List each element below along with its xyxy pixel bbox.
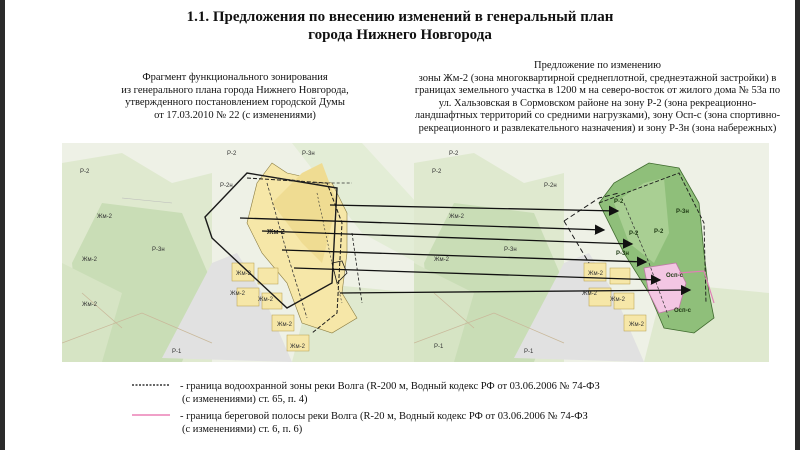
left-caption-line: утвержденного постановлением городской Думы (125, 97, 345, 108)
legend-line: - граница береговой полосы реки Волга (R-20 м, Водный кодекс РФ от 03.06.2006 № 74-ФЗ (180, 411, 588, 422)
right-caption-line: ул. Хальзовская в Сормовском районе на зону Р-2 (зона рекреационно- (438, 97, 757, 109)
arrow-line (340, 290, 690, 293)
right-caption-line: ландшафтных территорий со средними нагрузками), зону Осп-с (зона спортивно- (414, 110, 781, 121)
zone-label: Жм-2 (230, 291, 245, 297)
right-caption-line: рекреационного и развлекательного назначения) и зону Р-3н (зона набережных) (418, 122, 777, 134)
zone-label: Р-3н (152, 247, 165, 253)
legend-line: (с изменениями) ст. 6, п. 6) (182, 424, 303, 435)
zone-label: Р-2 (432, 169, 442, 175)
zone-label-proposed: Р-2 (654, 229, 664, 235)
zone-label: Р-2 (227, 151, 237, 157)
legend-line: (с изменениями) ст. 65, п. 4) (182, 394, 308, 405)
zone-label-main: Жм-2 (267, 229, 285, 236)
zone-label: Р-2 (80, 169, 90, 175)
right-caption-line: зоны Жм-2 (зона многоквартирной среднеплотной, среднеэтажной застройки) в (418, 72, 777, 84)
zone-label: Жм-2 (258, 297, 273, 303)
zone-label-proposed: Осп-с (674, 308, 691, 314)
zone-label: Р-1 (172, 349, 182, 355)
arrow-line (240, 218, 604, 230)
zone-label: Р-2н (220, 183, 233, 189)
document-title-line-2: города Нижнего Новгорода (308, 27, 492, 43)
zone-label: Р-3н (302, 151, 315, 157)
document-title-line-1: 1.1. Предложения по внесению изменений в генеральный план (186, 9, 614, 25)
legend-item-shore-line (180, 410, 588, 436)
zone-label-proposed: Р-3н (616, 251, 629, 257)
zone-label: Жм-2 (97, 214, 112, 220)
zone-label-proposed: Р-2 (614, 199, 624, 205)
zone-label: Жм-2 (434, 257, 449, 263)
zone-label: Р-2 (449, 151, 459, 157)
left-caption-line: от 17.03.2010 № 22 (с изменениями) (154, 109, 316, 121)
zone-label: Жм-2 (277, 322, 292, 328)
left-caption-line: Фрагмент функционального зонирования (142, 72, 328, 83)
arrow-line (294, 268, 660, 280)
zone-label: Жм-2 (82, 302, 97, 308)
zone-label-proposed: Осп-с (666, 273, 683, 279)
arrow-line (330, 205, 618, 211)
zone-label: Жм-2 (629, 322, 644, 328)
right-caption-line: границах земельного участка в 1200 м на северо-восток от жилого дома № 53а по (414, 85, 781, 96)
zone-label: Жм-2 (82, 257, 97, 263)
arrow-line (282, 250, 646, 262)
zone-label: Жм-2 (582, 291, 597, 297)
zone-label-proposed: Р-3н (676, 209, 689, 215)
legend-symbols (130, 378, 180, 428)
zone-label: Р-3н (504, 247, 517, 253)
zone-label: Р-2н (544, 183, 557, 189)
legend-item-water-protection (180, 380, 600, 406)
zone-label: Жм-2 (588, 271, 603, 277)
right-caption-line: Предложение по изменению (533, 60, 661, 71)
arrow-line (262, 231, 632, 244)
zone-label: Р-1 (524, 349, 534, 355)
zone-label-proposed: Р-2 (629, 231, 639, 237)
left-caption-line: из генерального плана города Нижнего Новгорода, (121, 84, 349, 96)
zone-label: Жм-2 (290, 344, 305, 350)
zone-label: Р-1 (434, 344, 444, 350)
zone-label: Жм-2 (236, 271, 251, 277)
legend-line: - граница водоохранной зоны реки Волга (R-200 м, Водный кодекс РФ от 03.06.2006 № 74-ФЗ (180, 381, 600, 392)
zone-label: Жм-2 (449, 214, 464, 220)
zone-label: Жм-2 (610, 297, 625, 303)
